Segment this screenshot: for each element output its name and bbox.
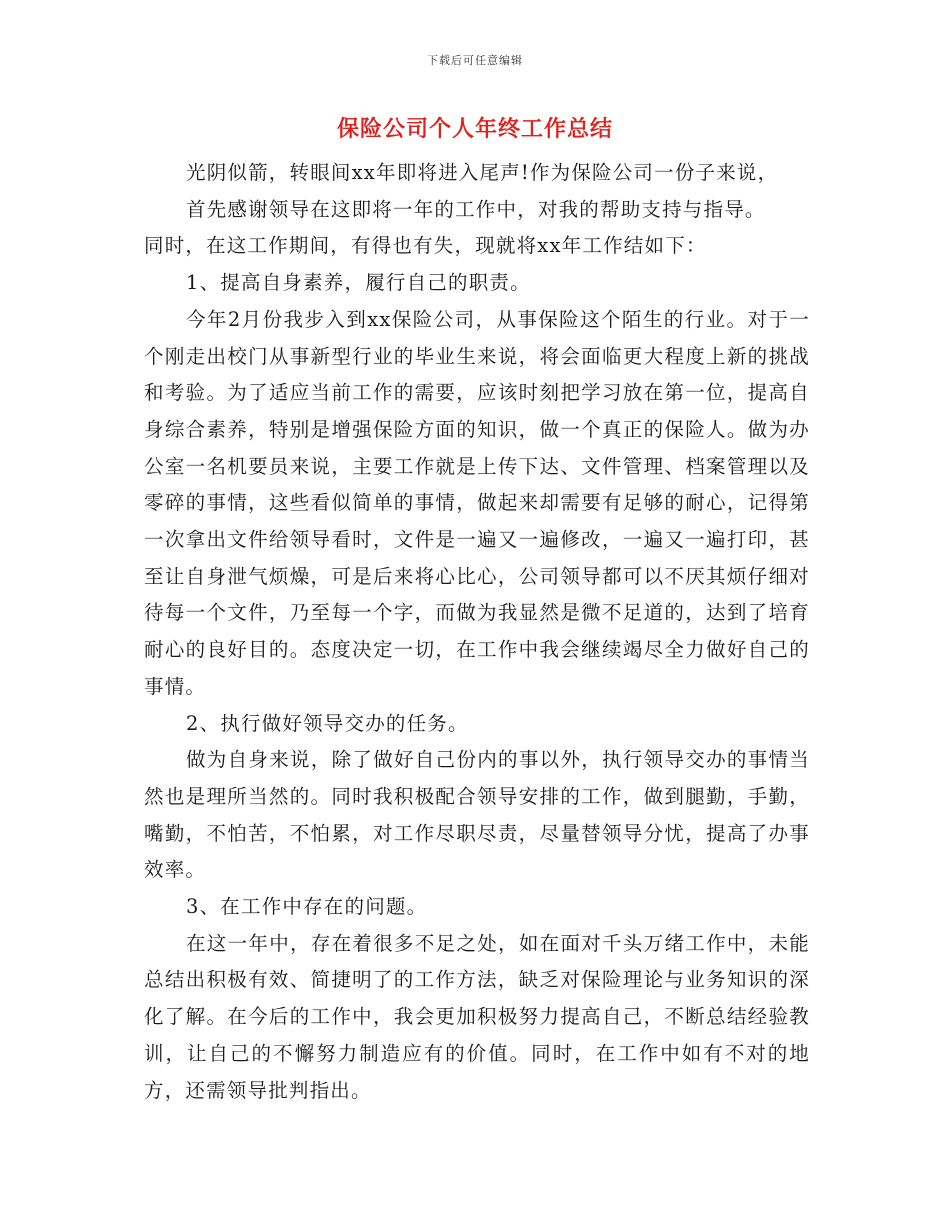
paragraph-section-2: 做为自身来说，除了做好自己份内的事以外，执行领导交办的事情当然也是理所当然的。同时我积极配合领导安排的工作，做到腿勤，手勤，嘴勤，不怕苦，不怕累，对工作尽职尽责，尽量替领导分忧，提高了办事效率。 <box>144 748 810 882</box>
document-body <box>144 155 810 1109</box>
section-heading-3: 3、在工作中存在的问题。 <box>186 895 428 919</box>
paragraph-summary-lead: 同时，在这工作期间，有得也有失，现就将xx年工作结如下： <box>144 234 707 258</box>
section-heading-1: 1、提高自身素养，履行自己的职责。 <box>186 271 531 295</box>
paragraph-section-3: 在这一年中，存在着很多不足之处，如在面对千头万绪工作中，未能总结出积极有效、简捷明了的工作方法，缺乏对保险理论与业务知识的深化了解。在今后的工作中，我会更加积极努力提高自己，不断总结经验教训，让自己的不懈努力制造应有的价值。同时，在工作中如有不对的地方，还需领导批判指出。 <box>144 931 810 1102</box>
document-title: 保险公司个人年终工作总结 <box>336 116 613 142</box>
paragraph-thanks: 首先感谢领导在这即将一年的工作中，对我的帮助支持与指导。 <box>186 197 766 221</box>
paragraph-section-1: 今年2月份我步入到xx保险公司，从事保险这个陌生的行业。对于一个刚走出校门从事新型行业的毕业生来说，将会面临更大程度上新的挑战和考验。为了适应当前工作的需要，应该时刻把学习放在第一位，提高自身综合素养，特别是增强保险方面的知识，做一个真正的保险人。做为办公室一名机要员来说，主要工作就是上传下达、文件管理、档案管理以及零碎的事情，这些看似简单的事情，做起来却需要有足够的耐心，记得第一次拿出文件给领导看时，文件是一遍又一遍修改，一遍又一遍打印，甚至让自身泄气烦燥，可是后来将心比心，公司领导都可以不厌其烦仔细对待每一个文件，乃至每一个字，而做为我显然是微不足道的，达到了培育耐心的良好目的。态度决定一切，在工作中我会继续竭尽全力做好自己的事情。 <box>144 307 810 698</box>
paragraph-intro: 光阴似箭，转眼间xx年即将进入尾声!作为保险公司一份子来说， <box>186 161 779 184</box>
section-heading-2: 2、执行做好领导交办的任务。 <box>186 711 469 735</box>
page-header: 下载后可任意编辑 <box>427 54 523 67</box>
